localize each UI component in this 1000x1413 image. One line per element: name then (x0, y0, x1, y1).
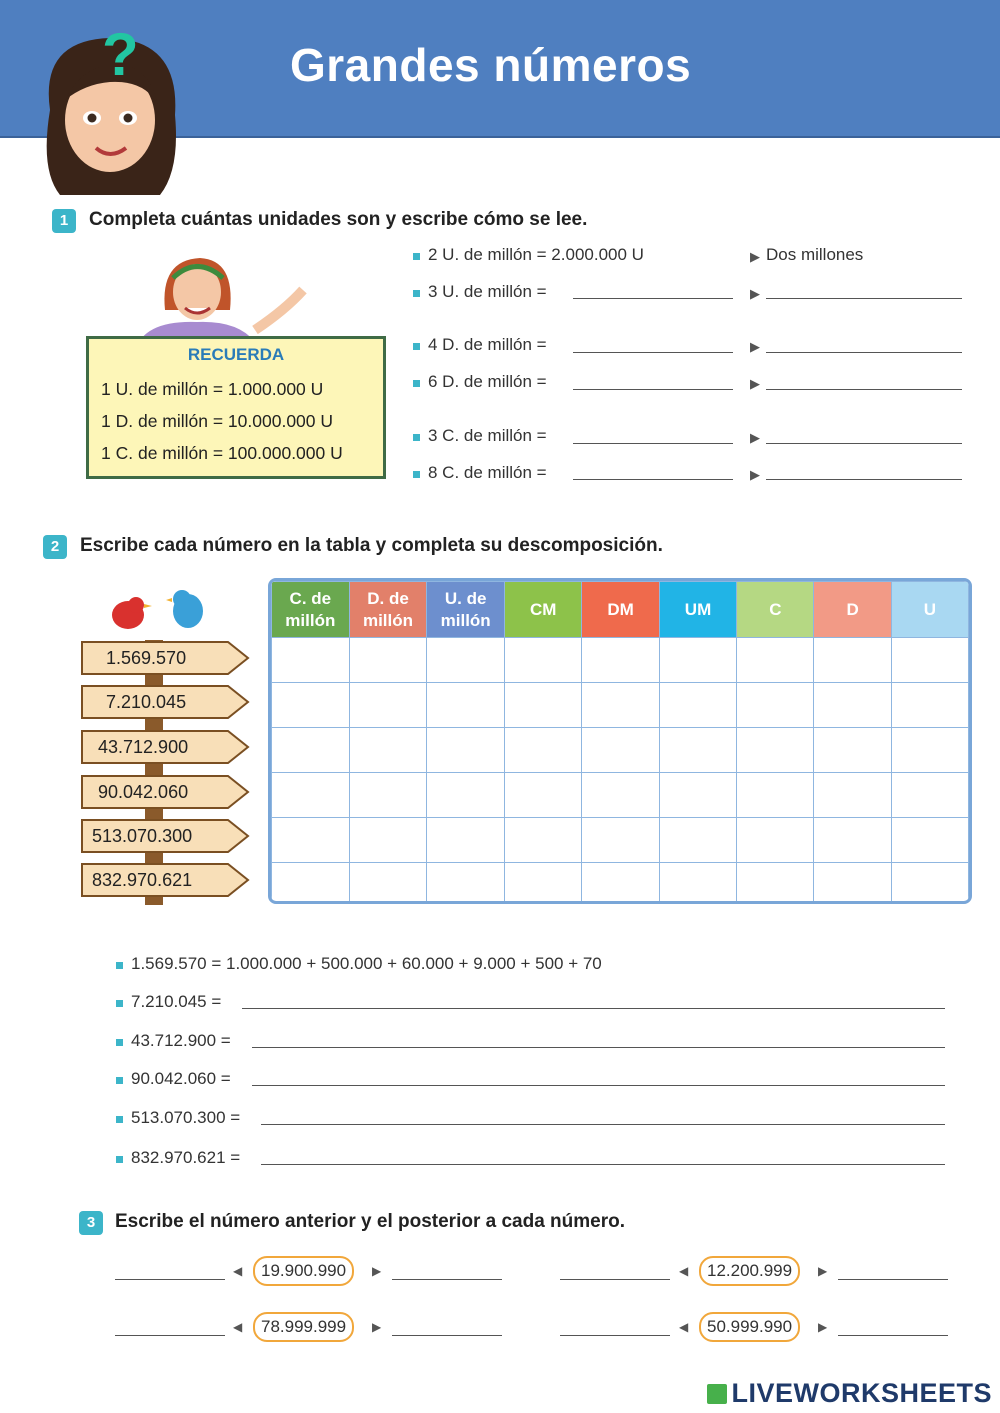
digit-cell[interactable] (737, 683, 814, 728)
page-title: Grandes números (290, 39, 692, 91)
units-answer-field[interactable] (573, 352, 733, 353)
header-label-line1: U. de (444, 588, 487, 608)
digit-cell[interactable] (272, 818, 350, 863)
item-label: 2 U. de millón = 2.000.000 U (428, 245, 644, 264)
triangle-right-icon: ▶ (372, 1264, 382, 1278)
place-value-header (272, 582, 350, 638)
place-value-header (427, 582, 505, 638)
decomposition-label: 832.970.621 = (131, 1148, 241, 1167)
units-answer-field[interactable] (573, 479, 733, 480)
reading-answer-field[interactable] (766, 443, 962, 444)
liveworksheets-mark-icon (707, 1384, 727, 1404)
previous-number-field[interactable] (560, 1335, 670, 1336)
digit-cell[interactable] (272, 638, 350, 683)
next-number-field[interactable] (838, 1335, 948, 1336)
place-value-header (582, 582, 659, 638)
section-1-title: Completa cuántas unidades son y escribe cómo se lee. (89, 209, 588, 230)
item-label: 6 D. de millón = (428, 372, 547, 391)
header-label-line1: D. de (367, 588, 409, 608)
section-2-number: 2 (43, 535, 67, 559)
digit-cell[interactable] (272, 863, 350, 905)
liveworksheets-logo[interactable] (707, 1378, 992, 1409)
reading-answer-field[interactable] (766, 298, 962, 299)
digit-cell[interactable] (427, 863, 505, 905)
digit-cell[interactable] (582, 818, 659, 863)
table-row (272, 683, 969, 728)
previous-number-field[interactable] (115, 1335, 225, 1336)
arrow-right-icon: ▶ (750, 286, 760, 301)
decomposition-answer-field[interactable] (252, 1047, 945, 1048)
digit-cell[interactable] (349, 683, 427, 728)
logo-text: LIVEWORKSHEETS (731, 1378, 992, 1408)
reading-answer-field[interactable] (766, 389, 962, 390)
units-answer-field[interactable] (573, 389, 733, 390)
bullet-icon (413, 434, 420, 441)
table-row (272, 728, 969, 773)
decomposition-answer-field[interactable] (242, 1008, 945, 1009)
decomposition-label: 90.042.060 = (131, 1069, 231, 1088)
digit-cell[interactable] (349, 638, 427, 683)
digit-cell[interactable] (737, 818, 814, 863)
digit-cell[interactable] (659, 728, 736, 773)
decomposition-answer-field[interactable] (261, 1164, 945, 1165)
section-1-number: 1 (52, 209, 76, 233)
arrow-right-icon: ▶ (750, 430, 760, 445)
digit-cell[interactable] (891, 638, 968, 683)
digit-cell[interactable] (659, 683, 736, 728)
digit-cell[interactable] (891, 773, 968, 818)
svg-text:?: ? (102, 21, 139, 88)
girl-waving-icon (125, 250, 325, 350)
digit-cell[interactable] (272, 728, 350, 773)
sign-number: 7.210.045 (106, 692, 187, 712)
header-label-line2: millón (362, 610, 414, 630)
number-pill: 50.999.990 (699, 1312, 800, 1342)
digit-cell[interactable] (814, 863, 891, 905)
next-number-field[interactable] (392, 1279, 502, 1280)
header-label-line2: millón (440, 610, 491, 630)
digit-cell[interactable] (814, 638, 891, 683)
bullet-icon (413, 253, 420, 260)
decomposition-answer-field[interactable] (261, 1124, 945, 1125)
digit-cell[interactable] (659, 818, 736, 863)
section-3-number: 3 (79, 1211, 103, 1235)
number-pill: 78.999.999 (253, 1312, 354, 1342)
decomposition-label: 513.070.300 = (131, 1108, 241, 1127)
digit-cell[interactable] (737, 638, 814, 683)
digit-cell[interactable] (349, 863, 427, 905)
section-3-title: Escribe el número anterior y el posterior a cada número. (115, 1211, 626, 1232)
digit-cell[interactable] (891, 863, 968, 905)
bullet-icon (413, 380, 420, 387)
table-row (272, 773, 969, 818)
bullet-icon (413, 343, 420, 350)
decomposition-answer-field[interactable] (252, 1085, 945, 1086)
digit-cell[interactable] (582, 863, 659, 905)
birds-icon (100, 585, 215, 640)
triangle-right-icon: ▶ (372, 1320, 382, 1334)
item-label: 3 U. de millón = (428, 282, 547, 301)
triangle-left-icon: ◀ (679, 1320, 689, 1334)
header-label-line1: U (923, 599, 936, 619)
item-reading: Dos millones (766, 245, 864, 264)
digit-cell[interactable] (505, 638, 582, 683)
digit-cell[interactable] (814, 683, 891, 728)
digit-cell[interactable] (505, 818, 582, 863)
place-value-table (268, 578, 972, 904)
triangle-left-icon: ◀ (233, 1320, 243, 1334)
digit-cell[interactable] (505, 863, 582, 905)
next-number-field[interactable] (392, 1335, 502, 1336)
digit-cell[interactable] (891, 728, 968, 773)
bullet-icon (413, 471, 420, 478)
place-value-header (505, 582, 582, 638)
bullet-icon (116, 962, 123, 969)
header-label-line1: UM (684, 599, 712, 619)
table-row (272, 863, 969, 905)
recuerda-title: RECUERDA (187, 345, 285, 364)
digit-cell[interactable] (891, 818, 968, 863)
place-value-header (659, 582, 736, 638)
sign-number: 832.970.621 (92, 870, 193, 890)
previous-number-field[interactable] (560, 1279, 670, 1280)
decomposition-example: 1.569.570 = 1.000.000 + 500.000 + 60.000 + 9.000 + 500 + 70 (131, 954, 602, 973)
header-label-line1: C. de (289, 588, 332, 608)
digit-cell[interactable] (349, 728, 427, 773)
digit-cell[interactable] (737, 863, 814, 905)
bullet-icon (116, 1116, 123, 1123)
section-2-title: Escribe cada número en la tabla y completa su descomposición. (80, 535, 663, 556)
digit-cell[interactable] (659, 863, 736, 905)
recuerda-line: 1 D. de millón = 10.000.000 U (101, 411, 334, 431)
triangle-left-icon: ◀ (679, 1264, 689, 1278)
place-value-header (814, 582, 891, 638)
header-label-line1: C (769, 599, 782, 619)
header-label-line1: DM (607, 599, 634, 619)
bullet-icon (413, 290, 420, 297)
place-value-header (737, 582, 814, 638)
digit-cell[interactable] (582, 773, 659, 818)
arrow-right-icon: ▶ (750, 249, 760, 264)
place-value-header (349, 582, 427, 638)
digit-cell[interactable] (505, 773, 582, 818)
digit-cell[interactable] (505, 728, 582, 773)
triangle-left-icon: ◀ (233, 1264, 243, 1278)
arrow-right-icon: ▶ (750, 467, 760, 482)
sign-number: 43.712.900 (98, 737, 189, 757)
digit-cell[interactable] (737, 773, 814, 818)
item-label: 3 C. de millón = (428, 426, 547, 445)
digit-cell[interactable] (349, 818, 427, 863)
recuerda-box (86, 336, 386, 479)
digit-cell[interactable] (737, 728, 814, 773)
decomposition-label: 43.712.900 = (131, 1031, 231, 1050)
digit-cell[interactable] (659, 773, 736, 818)
next-number-field[interactable] (838, 1279, 948, 1280)
previous-number-field[interactable] (115, 1279, 225, 1280)
triangle-right-icon: ▶ (818, 1320, 828, 1334)
digit-cell[interactable] (582, 638, 659, 683)
item-label: 8 C. de millón = (428, 463, 547, 482)
decomposition-label: 7.210.045 = (131, 992, 222, 1011)
triangle-right-icon: ▶ (818, 1264, 828, 1278)
header-label-line2: millón (285, 610, 336, 630)
arrow-right-icon: ▶ (750, 339, 760, 354)
digit-cell[interactable] (891, 683, 968, 728)
header-label-line1: CM (529, 599, 557, 619)
digit-cell[interactable] (272, 773, 350, 818)
sign-number: 90.042.060 (98, 782, 189, 802)
table-row (272, 818, 969, 863)
girl-avatar-icon (30, 20, 190, 200)
digit-cell[interactable] (582, 683, 659, 728)
digit-cell[interactable] (814, 773, 891, 818)
table-row (272, 638, 969, 683)
recuerda-line: 1 U. de millón = 1.000.000 U (101, 379, 324, 399)
digit-cell[interactable] (659, 638, 736, 683)
units-answer-field[interactable] (573, 443, 733, 444)
digit-cell[interactable] (427, 773, 505, 818)
place-value-header (891, 582, 968, 638)
digit-cell[interactable] (814, 818, 891, 863)
reading-answer-field[interactable] (766, 479, 962, 480)
digit-cell[interactable] (272, 683, 350, 728)
header-label-line1: D (846, 599, 859, 619)
digit-cell[interactable] (505, 683, 582, 728)
number-pill: 19.900.990 (253, 1256, 354, 1286)
bullet-icon (116, 1156, 123, 1163)
digit-cell[interactable] (427, 638, 505, 683)
digit-cell[interactable] (349, 773, 427, 818)
digit-cell[interactable] (427, 818, 505, 863)
digit-cell[interactable] (427, 728, 505, 773)
arrow-right-icon: ▶ (750, 376, 760, 391)
units-answer-field[interactable] (573, 298, 733, 299)
sign-number: 513.070.300 (92, 826, 193, 846)
recuerda-line: 1 C. de millón = 100.000.000 U (101, 443, 343, 463)
number-pill: 12.200.999 (699, 1256, 800, 1286)
reading-answer-field[interactable] (766, 352, 962, 353)
digit-cell[interactable] (814, 728, 891, 773)
digit-cell[interactable] (582, 728, 659, 773)
bullet-icon (116, 1077, 123, 1084)
bullet-icon (116, 1039, 123, 1046)
bullet-icon (116, 1000, 123, 1007)
digit-cell[interactable] (427, 683, 505, 728)
sign-number: 1.569.570 (106, 648, 187, 668)
item-label: 4 D. de millón = (428, 335, 547, 354)
